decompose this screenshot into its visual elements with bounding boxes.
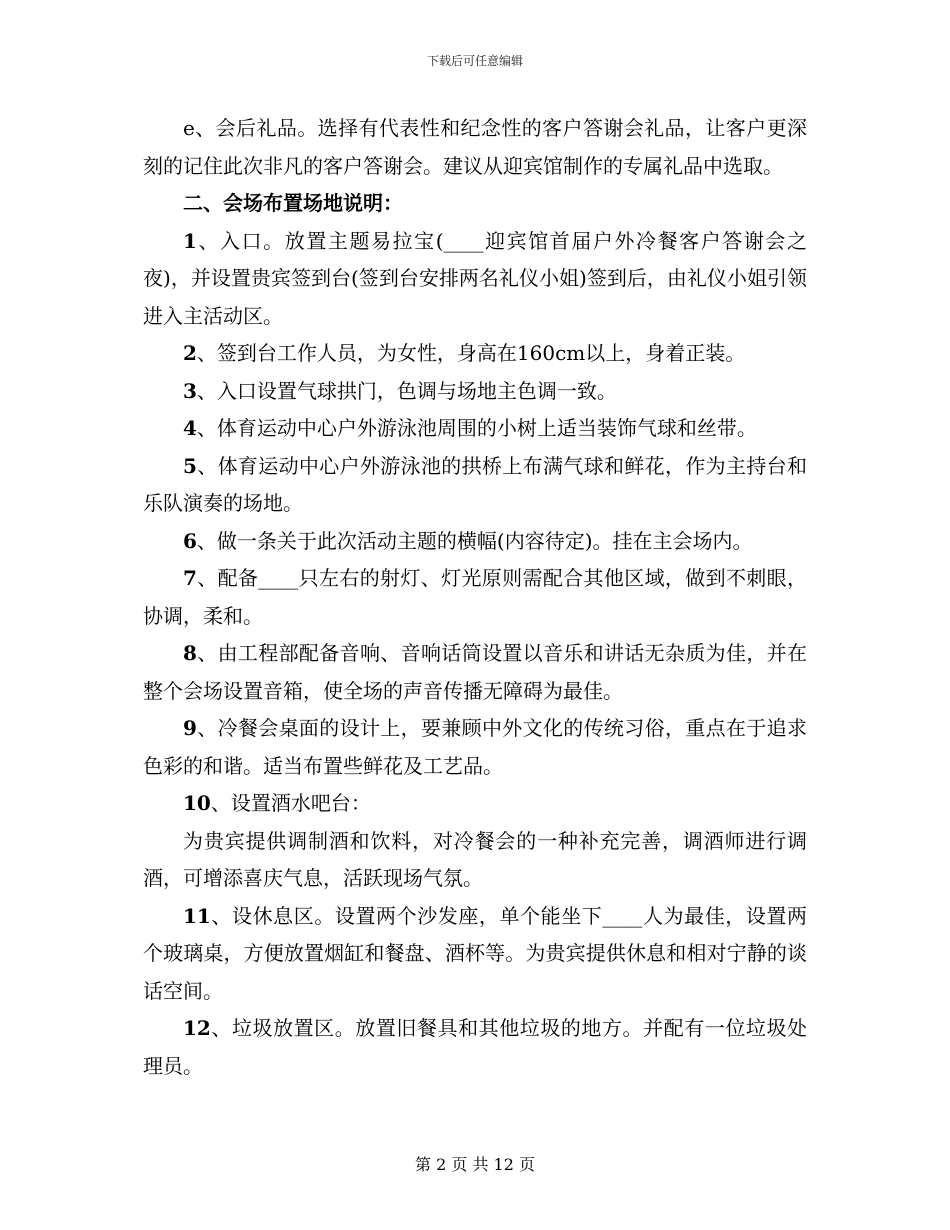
list-item-text: 、垃圾放置区。放置旧餐具和其他垃圾的地方。并配有一位垃圾处理员。 <box>143 1016 807 1078</box>
list-item-number: 4 <box>183 416 197 440</box>
list-item-text: 、配备____只左右的射灯、灯光原则需配合其他区域，做到不刺眼，协调，柔和。 <box>143 566 807 628</box>
list-item-text: 、设休息区。设置两个沙发座，单个能坐下____人为最佳，设置两个玻璃桌，方便放置烟缸和餐盘、酒杯等。为贵宾提供休息和相对宁静的谈话空间。 <box>143 903 807 1003</box>
section-heading <box>143 185 807 223</box>
list-item-text: 、入口。放置主题易拉宝(____迎宾馆首届户外冷餐客户答谢会之夜)，并设置贵宾签到台(签到台安排两名礼仪小姐)签到后，由礼仪小姐引领进入主活动区。 <box>143 228 807 328</box>
list-item-number: 1 <box>183 228 197 253</box>
list-item-text: 、冷餐会桌面的设计上，要兼顾中外文化的传统习俗，重点在于追求色彩的和谐。适当布置些鲜花及工艺品。 <box>143 716 807 778</box>
document-body <box>143 110 807 1085</box>
list-item <box>143 335 807 373</box>
list-item-number: 10 <box>183 791 211 815</box>
list-item-number: 5 <box>183 453 197 478</box>
list-item <box>143 523 807 561</box>
paragraph-gift <box>143 110 807 185</box>
list-item <box>143 448 807 523</box>
list-item-number: 9 <box>183 716 197 740</box>
list-item <box>143 373 807 411</box>
section-heading-text: 二、会场布置场地说明： <box>183 191 403 215</box>
list-item-number: 2 <box>183 341 197 365</box>
paragraph-bar-description <box>143 823 807 898</box>
paragraph-text: 为贵宾提供调制酒和饮料，对冷餐会的一种补充完善，调酒师进行调酒，可增添喜庆气息，活跃现场气氛。 <box>143 828 807 890</box>
list-item-text: 、做一条关于此次活动主题的横幅(内容待定)。挂在主会场内。 <box>196 528 753 553</box>
list-item <box>143 560 807 635</box>
paragraph-text: e、会后礼品。选择有代表性和纪念性的客户答谢会礼品，让客户更深刻的记住此次非凡的客户答谢会。建议从迎宾馆制作的专属礼品中选取。 <box>143 116 807 178</box>
list-item <box>143 635 807 710</box>
list-item-text: 、由工程部配备音响、音响话筒设置以音乐和讲话无杂质为佳，并在整个会场设置音箱，使全场的声音传播无障碍为最佳。 <box>143 641 807 703</box>
list-item <box>143 785 807 823</box>
list-item-text: 、签到台工作人员，为女性，身高在160cm以上，身着正装。 <box>196 341 746 365</box>
list-item-text: 、体育运动中心户外游泳池的拱桥上布满气球和鲜花，作为主持台和乐队演奏的场地。 <box>143 453 807 515</box>
list-item <box>143 710 807 785</box>
list-item-number: 8 <box>183 641 197 665</box>
list-item-text: 、设置酒水吧台： <box>210 791 371 815</box>
list-item-number: 7 <box>183 566 197 590</box>
list-item <box>143 1010 807 1085</box>
list-item-number: 6 <box>183 528 197 553</box>
list-item-number: 3 <box>183 378 197 403</box>
list-item <box>143 898 807 1011</box>
list-item-text: 、入口设置气球拱门，色调与场地主色调一致。 <box>196 378 617 403</box>
list-item-number: 12 <box>183 1016 211 1040</box>
list-item-text: 、体育运动中心户外游泳池周围的小树上适当装饰气球和丝带。 <box>196 416 757 440</box>
page-footer: 第 2 页 共 12 页 <box>415 1155 535 1174</box>
list-item <box>143 410 807 448</box>
page-header: 下载后可任意编辑 <box>426 54 523 68</box>
list-item-number: 11 <box>183 903 211 928</box>
list-item <box>143 223 807 336</box>
